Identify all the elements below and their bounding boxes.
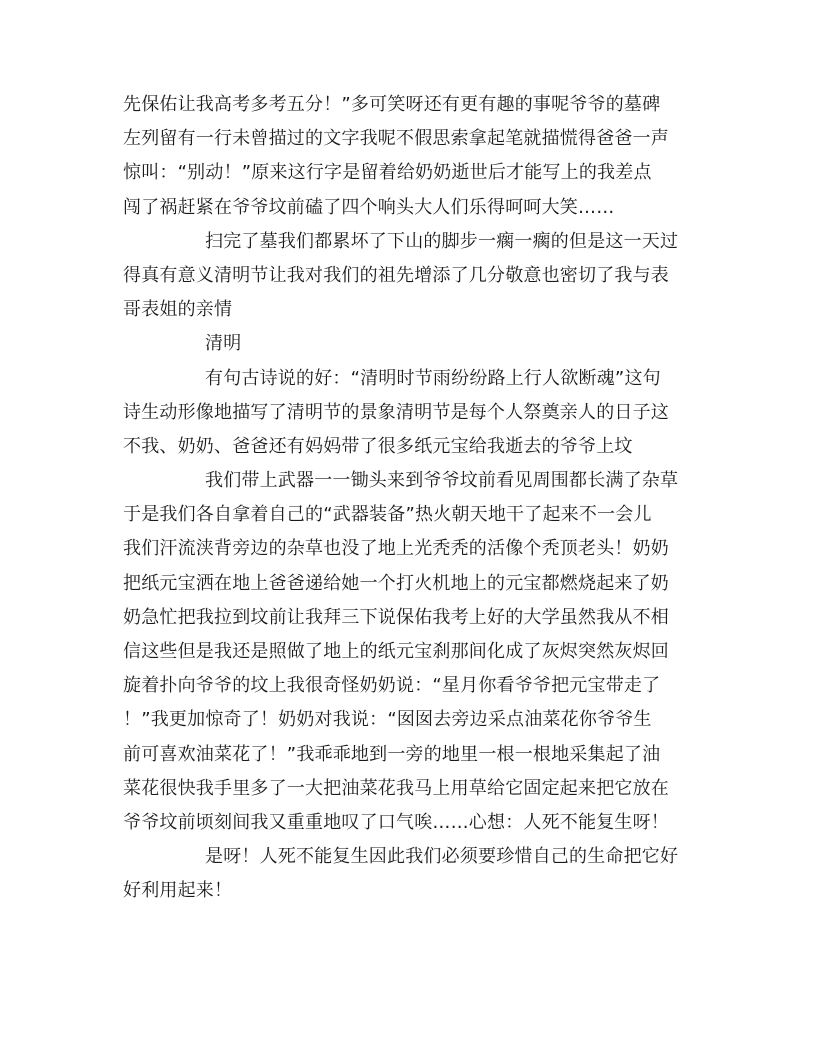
text-line-4: 闯了祸赶紧在爷爷坟前磕了四个响头大人们乐得呵呵大笑……: [123, 196, 615, 218]
text-line-12: 我们带上武器一一锄头来到爷爷坟前看见周围都长满了杂草: [205, 470, 679, 492]
text-line-17: 信这些但是我还是照做了地上的纸元宝刹那间化成了灰烬突然灰烬回: [123, 641, 669, 662]
text-line-13: 于是我们各自拿着自己的“武器装备”热火朝天地干了起来不一会儿: [123, 504, 652, 526]
section-heading: 清明: [205, 333, 242, 355]
text-line-11: 不我、奶奶、爸爸还有妈妈带了很多纸元宝给我逝去的爷爷上坟: [123, 435, 633, 457]
text-line-22: 爷爷坟前顷刻间我又重重地叹了口气唉……心想：人死不能复生呀！: [123, 811, 669, 833]
text-line-14: 我们汗流浃背旁边的杂草也没了地上光秃秃的活像个秃顶老头！奶奶: [123, 538, 669, 560]
text-line-15: 把纸元宝洒在地上爸爸递给她一个打火机地上的元宝都燃烧起来了奶: [123, 572, 669, 594]
text-line-16: 奶急忙把我拉到坟前让我拜三下说保佑我考上好的大学虽然我从不相: [123, 606, 669, 628]
text-line-21: 菜花很快我手里多了一大把油菜花我马上用草给它固定起来把它放在: [123, 777, 669, 799]
text-line-2: 左列留有一行未曾描过的文字我呢不假思索拿起笔就描慌得爸爸一声: [123, 128, 669, 150]
text-line-9: 有句古诗说的好：“清明时节雨纷纷路上行人欲断魂”这句: [205, 367, 661, 389]
text-line-19: ！”我更加惊奇了！奶奶对我说：“囡囡去旁边采点油菜花你爷爷生: [123, 709, 652, 731]
text-line-5: 扫完了墓我们都累坏了下山的脚步一瘸一瘸的但是这一天过: [205, 230, 679, 252]
text-line-6: 得真有意义清明节让我对我们的祖先增添了几分敬意也密切了我与表: [123, 264, 669, 286]
text-line-10: 诗生动形像地描写了清明节的景象清明节是每个人祭奠亲人的日子这: [123, 401, 669, 423]
text-line-23: 是呀！人死不能复生因此我们必须要珍惜自己的生命把它好: [205, 846, 679, 868]
body-text: [123, 88, 703, 909]
text-line-24: 好利用起来！: [123, 880, 233, 902]
text-line-20: 前可喜欢油菜花了！”我乖乖地到一旁的地里一根一根地采集起了油: [123, 743, 661, 765]
text-line-1: 先保佑让我高考多考五分！”多可笑呀还有更有趣的事呢爷爷的墓碑: [123, 94, 661, 115]
text-line-7: 哥表姐的亲情: [123, 299, 233, 321]
text-line-3: 惊叫：“别动！”原来这行字是留着给奶奶逝世后才能写上的我差点: [123, 162, 652, 184]
text-line-18: 旋着扑向爷爷的坟上我很奇怪奶奶说：“星月你看爷爷把元宝带走了: [123, 675, 661, 697]
